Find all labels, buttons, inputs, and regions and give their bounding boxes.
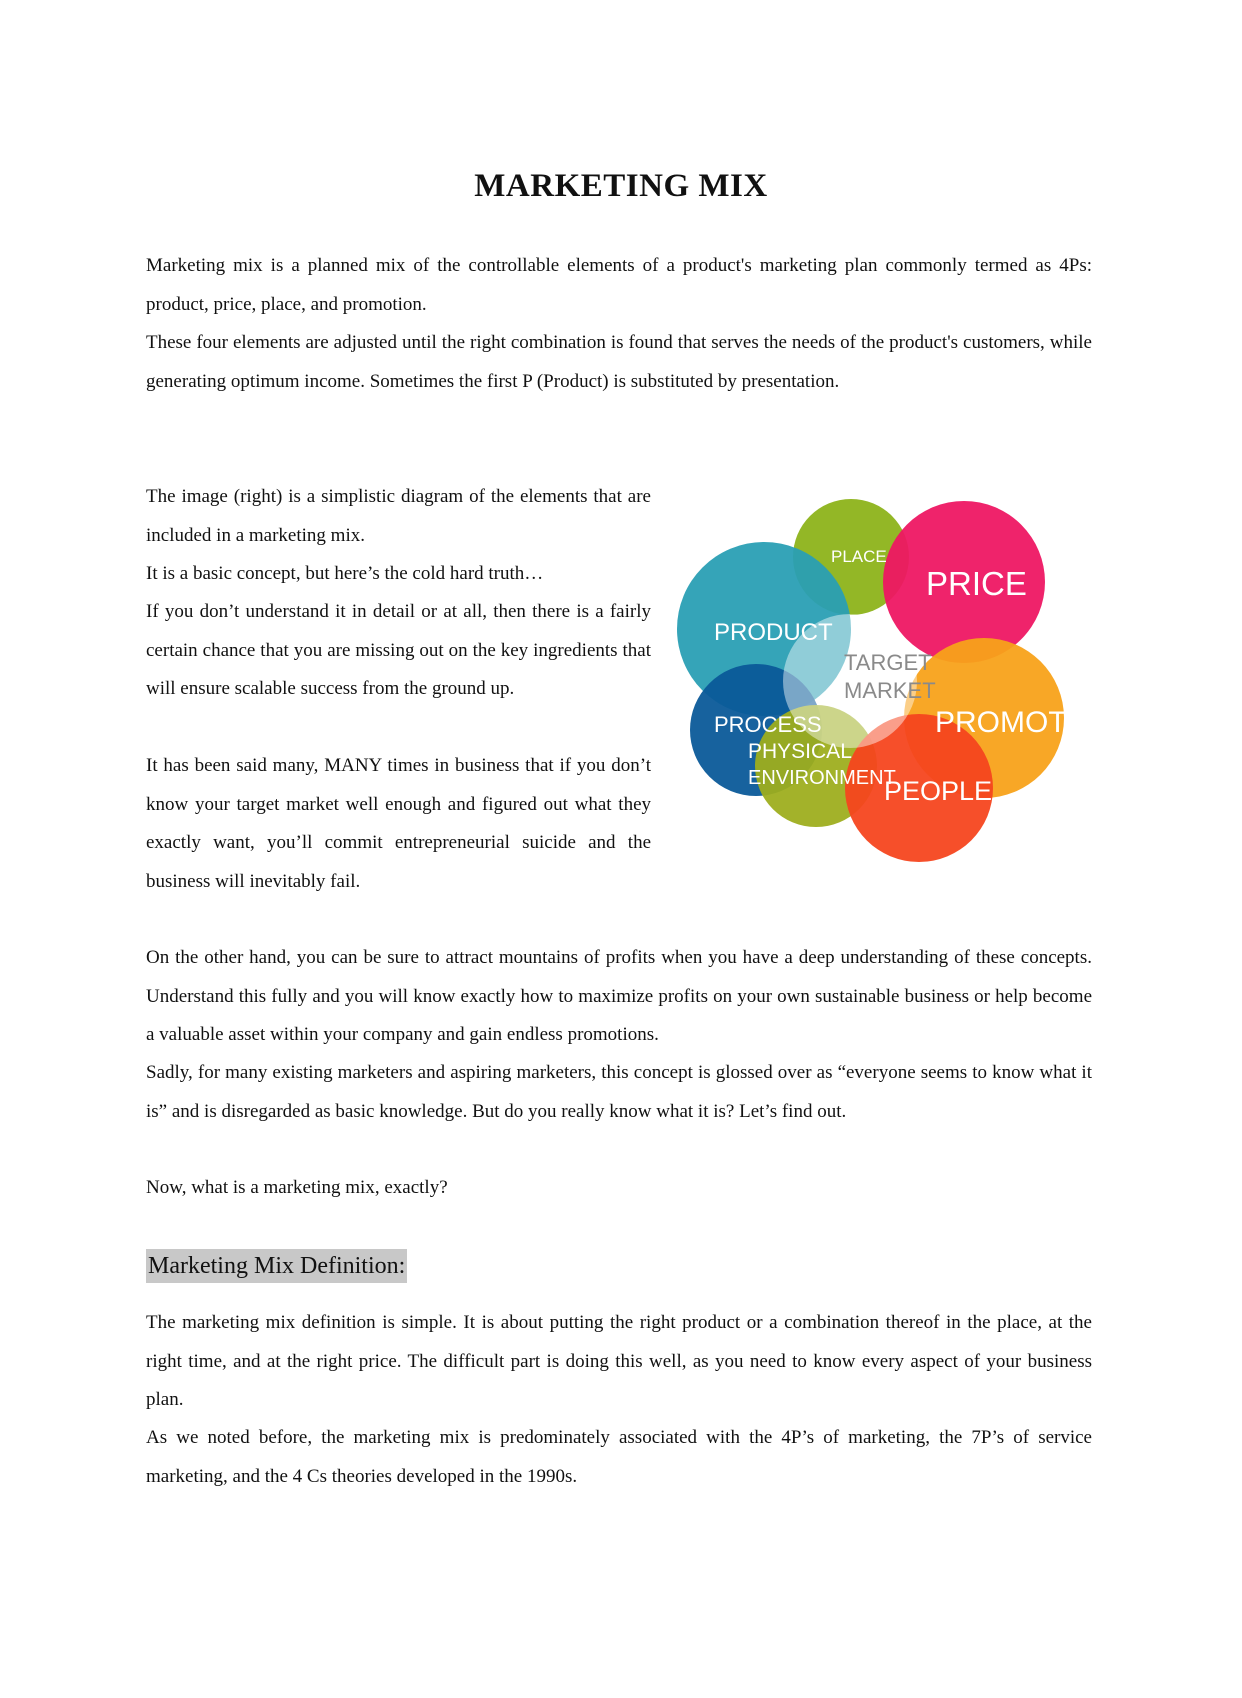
label-process: PROCESS (714, 712, 822, 737)
target-market-paragraph: It has been said many, MANY times in business that if you don’t know your target market well enough and figured out what they exactly want, you’ll commit entrepreneurial suicide and the business will inevitably fail. (146, 755, 651, 892)
label-promotion: PROMOTION (935, 706, 1120, 739)
image-description-paragraph: The image (right) is a simplistic diagram of the elements that are included in a marketing mix. (146, 486, 651, 546)
label-place: PLACE (831, 547, 887, 566)
profits-paragraph: On the other hand, you can be sure to attract mountains of profits when you have a deep understanding of these concepts. Understand this fully and you will know exactly how to maximize profits on your own sustainable business or help become a valuable asset within your company and gain endless promotions. (146, 947, 1092, 1045)
label-people: PEOPLE (884, 776, 993, 806)
basic-concept-paragraph: It is a basic concept, but here’s the cold hard truth… (146, 563, 544, 584)
page-title: MARKETING MIX (474, 168, 768, 205)
four-ps-paragraph: As we noted before, the marketing mix is predominately associated with the 4P’s of marketing, the 7P’s of service marketing, and the 4 Cs theories developed in the 1990s. (146, 1427, 1092, 1487)
question-paragraph: Now, what is a marketing mix, exactly? (146, 1177, 448, 1198)
label-market: MARKET (844, 678, 936, 703)
label-target: TARGET (844, 650, 932, 675)
section-heading: Marketing Mix Definition: (146, 1249, 407, 1283)
label-environment: ENVIRONMENT (748, 767, 896, 789)
definition-paragraph: The marketing mix definition is simple. It is about putting the right product or a combination thereof in the place, at the right time, and at the right price. The difficult part is doing this well, as you need to know every aspect of your business plan. (146, 1312, 1092, 1410)
label-product: PRODUCT (714, 619, 833, 646)
label-price: PRICE (926, 565, 1027, 602)
elements-paragraph: These four elements are adjusted until the right combination is found that serves the needs of the product's customers, while generating optimum income. Sometimes the first P (Product) is substituted by presentation. (146, 332, 1092, 392)
label-physical: PHYSICAL (748, 740, 852, 763)
intro-paragraph: Marketing mix is a planned mix of the controllable elements of a product's marketing plan commonly termed as 4Ps: product, price, place, and promotion. (146, 255, 1092, 315)
marketing-mix-diagram (668, 498, 1120, 888)
understanding-paragraph: If you don’t understand it in detail or at all, then there is a fairly certain chance that you are missing out on the key ingredients that will ensure scalable success from the ground up. (146, 601, 651, 699)
glossed-over-paragraph: Sadly, for many existing marketers and aspiring marketers, this concept is glossed over as “everyone seems to know what it is” and is disregarded as basic knowledge. But do you really know what it is? Let’s find out. (146, 1062, 1092, 1122)
